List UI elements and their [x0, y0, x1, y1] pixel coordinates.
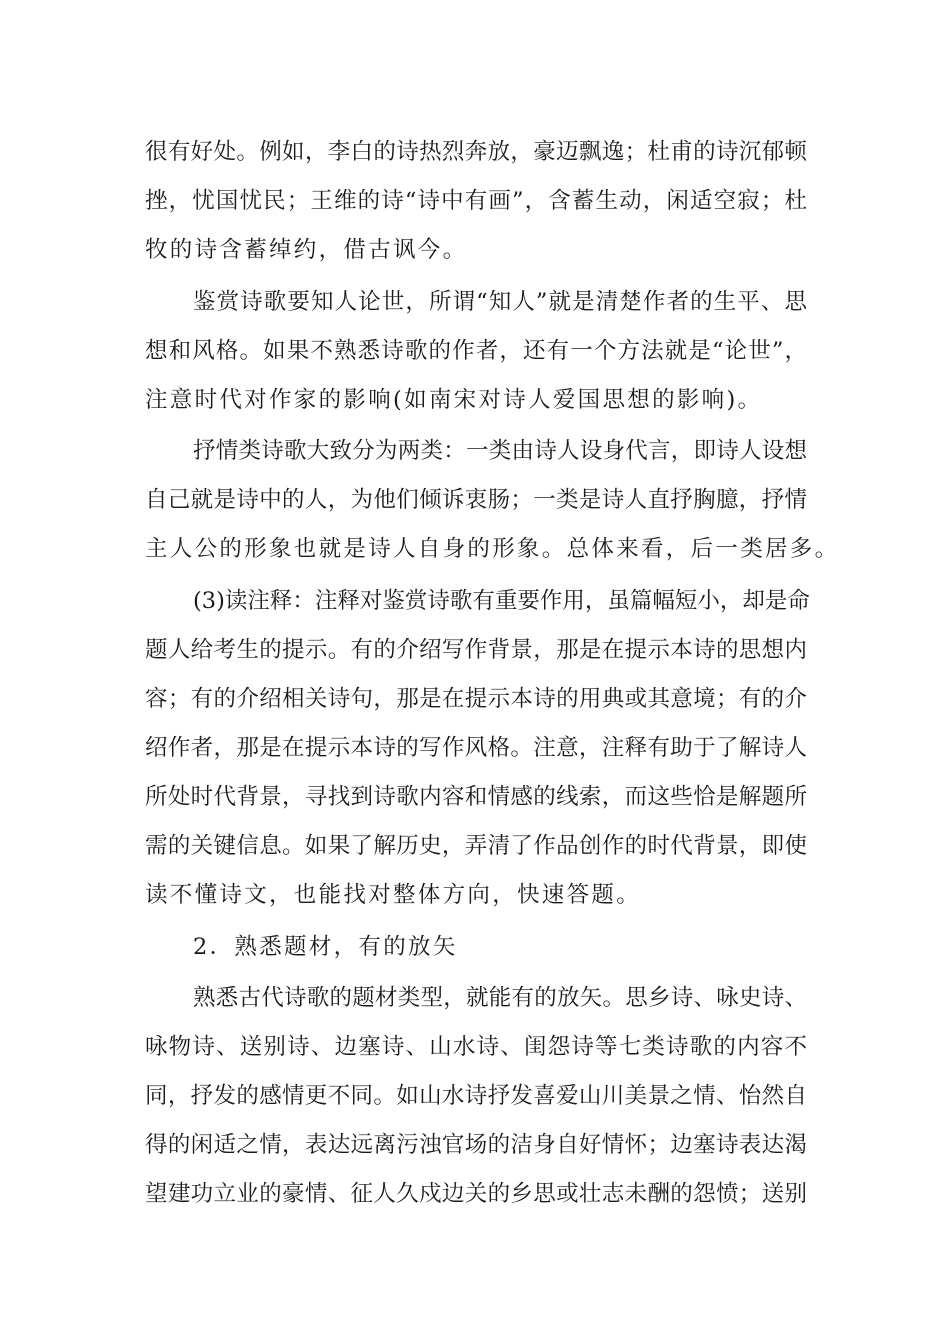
paragraph-first-line: (3)读注释：注释对鉴赏诗歌有重要作用，虽篇幅短小，却是命 — [193, 588, 810, 614]
text-line: 同，抒发的感情更不同。如山水诗抒发喜爱山川美景之情、怡然自 — [145, 1083, 807, 1109]
section-heading: 2．熟悉题材，有的放矢 — [193, 934, 458, 960]
paragraph-first-line: 抒情类诗歌大致分为两类：一类由诗人设身代言，即诗人设想 — [193, 438, 807, 464]
text-line: 容；有的介绍相关诗句，那是在提示本诗的用典或其意境；有的介 — [145, 686, 807, 712]
text-line: 所处时代背景，寻找到诗歌内容和情感的线索，而这些恰是解题所 — [145, 784, 807, 810]
text-line: 读不懂诗文，也能找对整体方向，快速答题。 — [145, 882, 642, 908]
text-line: 注意时代对作家的影响(如南宋对诗人爱国思想的影响)。 — [145, 387, 763, 413]
text-line: 题人给考生的提示。有的介绍写作背景，那是在提示本诗的思想内 — [145, 637, 807, 663]
text-line: 绍作者，那是在提示本诗的写作风格。注意，注释有助于了解诗人 — [145, 735, 807, 761]
text-line: 需的关键信息。如果了解历史，弄清了作品创作的时代背景，即使 — [145, 833, 807, 859]
text-line: 主人公的形象也就是诗人自身的形象。总体来看，后一类居多。 — [145, 536, 840, 562]
text-line: 牧的诗含蓄绰约，借古讽今。 — [145, 237, 468, 263]
text-line: 挫，忧国忧民；王维的诗“诗中有画”，含蓄生动，闲适空寂；杜 — [145, 188, 807, 214]
text-line: 自己就是诗中的人，为他们倾诉衷肠；一类是诗人直抒胸臆，抒情 — [145, 487, 807, 513]
text-line: 想和风格。如果不熟悉诗歌的作者，还有一个方法就是“论世”， — [145, 338, 807, 364]
text-line: 望建功立业的豪情、征人久戍边关的乡思或壮志未酬的怨愤；送别 — [145, 1181, 807, 1207]
text-line: 很有好处。例如，李白的诗热烈奔放，豪迈飘逸；杜甫的诗沉郁顿 — [145, 139, 807, 165]
text-line: 得的闲适之情，表达远离污浊官场的洁身自好情怀；边塞诗表达渴 — [145, 1132, 807, 1158]
paragraph-first-line: 鉴赏诗歌要知人论世，所谓“知人”就是清楚作者的生平、思 — [193, 289, 807, 315]
text-line: 咏物诗、送别诗、边塞诗、山水诗、闺怨诗等七类诗歌的内容不 — [145, 1034, 807, 1060]
paragraph-first-line: 熟悉古代诗歌的题材类型，就能有的放矢。思乡诗、咏史诗、 — [193, 985, 807, 1011]
